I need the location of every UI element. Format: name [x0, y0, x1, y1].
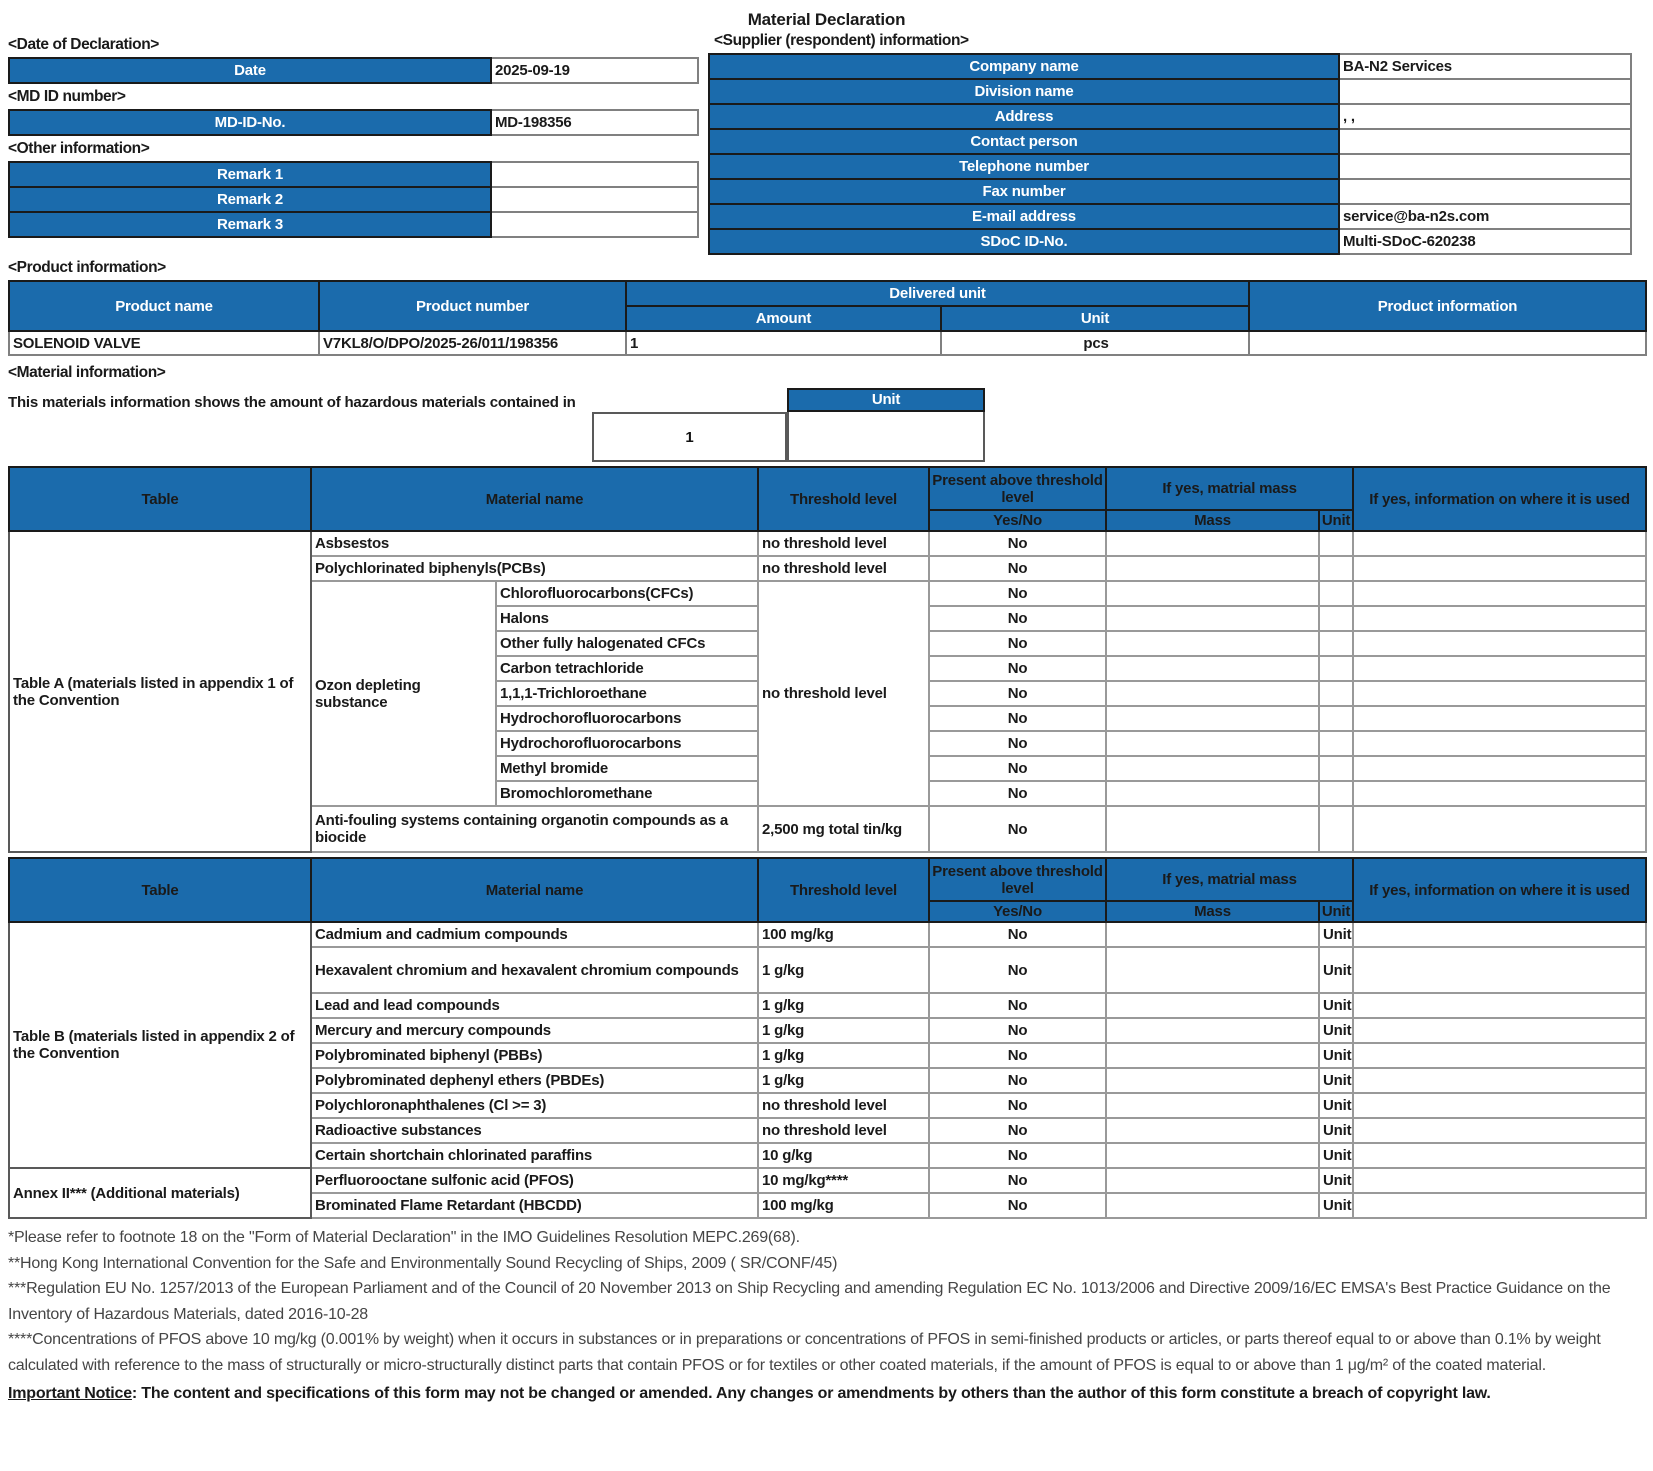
important-notice-label: Important Notice: [8, 1384, 132, 1402]
footnote-4: ****Concentrations of PFOS above 10 mg/kg (0.001% by weight) when it occurs in substances or in preparations or concentrations of PFOS in semi-finished products or articles, or parts thereof equal to or above than 0.1% by weight calculated with reference to the mass of structurally or micro-structurally distinct parts that contain PFOS or for textiles or other coated materials, if the amount of PFOS is equal to or above than 1 μg/m² of the coated material.: [8, 1331, 1601, 1374]
material-name-cell: Methyl bromide: [496, 756, 758, 781]
unit-cell: Unit: [1319, 1143, 1353, 1168]
table-row: [9, 281, 1646, 306]
material-name-cell: Polybrominated dephenyl ethers (PBDEs): [311, 1068, 758, 1093]
col-header-table: Table: [9, 858, 311, 922]
unit-cell: [1319, 631, 1353, 656]
material-info: [8, 388, 1645, 462]
yes-no-cell: No: [929, 922, 1106, 947]
where-used-cell: [1353, 947, 1646, 993]
col-header-if-yes-mass: If yes, matrial mass: [1106, 858, 1353, 901]
remark-3-label: Remark 3: [9, 212, 491, 237]
table-row: [9, 858, 1646, 901]
material-name-cell: Brominated Flame Retardant (HBCDD): [311, 1193, 758, 1218]
threshold-cell: 1 g/kg: [758, 1018, 929, 1043]
unit-cell: Unit: [1319, 1093, 1353, 1118]
material-name-cell: Chlorofluorocarbons(CFCs): [496, 581, 758, 606]
table-row: [709, 229, 1631, 254]
threshold-cell: 1 g/kg: [758, 1043, 929, 1068]
telephone-label: Telephone number: [709, 154, 1339, 179]
product-number-value: V7KL8/O/DPO/2025-26/011/198356: [319, 331, 626, 355]
where-used-cell: [1353, 706, 1646, 731]
yes-no-cell: No: [929, 1043, 1106, 1068]
mass-cell: [1106, 656, 1319, 681]
threshold-cell: no threshold level: [758, 1118, 929, 1143]
table-row: [9, 58, 698, 83]
threshold-cell: no threshold level: [758, 556, 929, 581]
unit-cell: Unit: [1319, 947, 1353, 993]
material-info-description: This materials information shows the amount of hazardous materials contained in: [8, 394, 576, 411]
material-name-cell: Polybrominated biphenyl (PBBs): [311, 1043, 758, 1068]
md-id-table: [8, 109, 699, 136]
col-header-material-name: Material name: [311, 467, 758, 531]
material-name-cell: Lead and lead compounds: [311, 993, 758, 1018]
where-used-cell: [1353, 581, 1646, 606]
table-row: [709, 79, 1631, 104]
mass-cell: [1106, 1193, 1319, 1218]
where-used-cell: [1353, 756, 1646, 781]
sdoc-id-label: SDoC ID-No.: [709, 229, 1339, 254]
unit-cell: Unit: [1319, 1168, 1353, 1193]
other-info-section-label: <Other information>: [8, 140, 150, 157]
material-info-unit-box: [787, 412, 985, 462]
table-a-label: Table A (materials listed in appendix 1 of the Convention: [9, 531, 311, 852]
table-row: [9, 110, 698, 135]
yes-no-cell: No: [929, 1168, 1106, 1193]
yes-no-cell: No: [929, 581, 1106, 606]
fax-value: [1339, 179, 1631, 204]
yes-no-cell: No: [929, 781, 1106, 806]
threshold-cell: 1 g/kg: [758, 947, 929, 993]
threshold-cell: no threshold level: [758, 1093, 929, 1118]
material-name-cell: 1,1,1-Trichloroethane: [496, 681, 758, 706]
mass-cell: [1106, 922, 1319, 947]
table-row: [9, 212, 698, 237]
material-group-cell: Ozon depleting substance: [311, 581, 496, 806]
footnote-3: ***Regulation EU No. 1257/2013 of the European Parliament and of the Council of 20 November 2013 on Ship Recycling and amending Regulation EC No. 1013/2006 and Directive 2009/16/EC EMSA's Best Practice Guidance on the Inventory of Hazardous Materials, dated 2016-10-28: [8, 1280, 1611, 1323]
material-name-cell: Anti-fouling systems containing organotin compounds as a biocide: [311, 806, 758, 852]
top-section: [8, 32, 1645, 255]
yes-no-cell: No: [929, 1118, 1106, 1143]
unit-cell: [1319, 806, 1353, 852]
product-table: [8, 280, 1647, 356]
threshold-cell: 1 g/kg: [758, 993, 929, 1018]
col-header-unit: Unit: [1319, 901, 1353, 922]
material-info-unit-header: Unit: [787, 388, 985, 412]
where-used-cell: [1353, 731, 1646, 756]
telephone-value: [1339, 154, 1631, 179]
unit-cell: Unit: [1319, 922, 1353, 947]
unit-cell: Unit: [1319, 1043, 1353, 1068]
col-header-unit: Unit: [1319, 510, 1353, 531]
mass-cell: [1106, 1018, 1319, 1043]
col-header-present: Present above threshold level: [929, 858, 1106, 901]
where-used-cell: [1353, 993, 1646, 1018]
unit-cell: [1319, 781, 1353, 806]
unit-cell: [1319, 556, 1353, 581]
delivered-unit-header: Delivered unit: [626, 281, 1249, 306]
where-used-cell: [1353, 556, 1646, 581]
declaration-meta-block: [8, 32, 708, 240]
where-used-cell: [1353, 781, 1646, 806]
table-row: [9, 467, 1646, 510]
material-info-unit-column: [787, 388, 985, 462]
unit-cell: [1319, 581, 1353, 606]
mass-cell: [1106, 1118, 1319, 1143]
col-header-material-name: Material name: [311, 858, 758, 922]
hazmat-table-b: [8, 857, 1647, 1219]
yes-no-cell: No: [929, 706, 1106, 731]
where-used-cell: [1353, 1118, 1646, 1143]
threshold-cell: no threshold level: [758, 531, 929, 556]
yes-no-cell: No: [929, 556, 1106, 581]
material-name-cell: Certain shortchain chlorinated paraffins: [311, 1143, 758, 1168]
where-used-cell: [1353, 1143, 1646, 1168]
material-name-cell: Hydrochorofluorocarbons: [496, 731, 758, 756]
table-row: [9, 331, 1646, 355]
col-header-threshold: Threshold level: [758, 858, 929, 922]
table-row: [709, 179, 1631, 204]
col-header-mass: Mass: [1106, 901, 1319, 922]
product-info-value: [1249, 331, 1646, 355]
yes-no-cell: No: [929, 656, 1106, 681]
mass-cell: [1106, 731, 1319, 756]
contact-person-label: Contact person: [709, 129, 1339, 154]
address-label: Address: [709, 104, 1339, 129]
company-name-value: BA-N2 Services: [1339, 54, 1631, 79]
unit-cell: [1319, 531, 1353, 556]
mass-cell: [1106, 631, 1319, 656]
email-label: E-mail address: [709, 204, 1339, 229]
unit-cell: Unit: [1319, 1118, 1353, 1143]
yes-no-cell: No: [929, 631, 1106, 656]
yes-no-cell: No: [929, 756, 1106, 781]
yes-no-cell: No: [929, 531, 1106, 556]
material-name-cell: Radioactive substances: [311, 1118, 758, 1143]
threshold-cell: 100 mg/kg: [758, 922, 929, 947]
company-name-label: Company name: [709, 54, 1339, 79]
table-row: [9, 531, 1646, 556]
mass-cell: [1106, 947, 1319, 993]
threshold-cell: 10 mg/kg****: [758, 1168, 929, 1193]
table-row: [709, 204, 1631, 229]
col-header-if-yes-info: If yes, information on where it is used: [1353, 858, 1646, 922]
remark-1-value: [491, 162, 698, 187]
col-header-threshold: Threshold level: [758, 467, 929, 531]
material-name-cell: Other fully halogenated CFCs: [496, 631, 758, 656]
division-name-label: Division name: [709, 79, 1339, 104]
email-value: service@ba-n2s.com: [1339, 204, 1631, 229]
material-name-cell: Hydrochorofluorocarbons: [496, 706, 758, 731]
mass-cell: [1106, 556, 1319, 581]
mass-cell: [1106, 756, 1319, 781]
col-header-present: Present above threshold level: [929, 467, 1106, 510]
where-used-cell: [1353, 806, 1646, 852]
table-row: [709, 54, 1631, 79]
product-number-header: Product number: [319, 281, 626, 331]
sdoc-id-value: Multi-SDoC-620238: [1339, 229, 1631, 254]
amount-value: 1: [626, 331, 941, 355]
product-name-header: Product name: [9, 281, 319, 331]
mass-cell: [1106, 681, 1319, 706]
unit-cell: Unit: [1319, 993, 1353, 1018]
mass-cell: [1106, 531, 1319, 556]
threshold-cell: 10 g/kg: [758, 1143, 929, 1168]
amount-header: Amount: [626, 306, 941, 331]
mass-cell: [1106, 1168, 1319, 1193]
table-row: [709, 104, 1631, 129]
supplier-section-label: <Supplier (respondent) information>: [714, 32, 969, 49]
supplier-table: [708, 53, 1632, 255]
col-header-if-yes-mass: If yes, matrial mass: [1106, 467, 1353, 510]
footnote-1: *Please refer to footnote 18 on the "Form of Material Declaration" in the IMO Guidelines Resolution MEPC.269(68).: [8, 1229, 800, 1246]
md-id-label: MD-ID-No.: [9, 110, 491, 135]
address-value: , ,: [1339, 104, 1631, 129]
where-used-cell: [1353, 922, 1646, 947]
division-name-value: [1339, 79, 1631, 104]
mass-cell: [1106, 706, 1319, 731]
mass-cell: [1106, 1093, 1319, 1118]
where-used-cell: [1353, 656, 1646, 681]
unit-cell: [1319, 681, 1353, 706]
yes-no-cell: No: [929, 731, 1106, 756]
date-value: 2025-09-19: [491, 58, 698, 83]
product-section-label: <Product information>: [8, 259, 166, 276]
where-used-cell: [1353, 606, 1646, 631]
material-name-cell: Asbsestos: [311, 531, 758, 556]
fax-label: Fax number: [709, 179, 1339, 204]
where-used-cell: [1353, 531, 1646, 556]
material-name-cell: Carbon tetrachloride: [496, 656, 758, 681]
product-name-value: SOLENOID VALVE: [9, 331, 319, 355]
col-header-yes-no: Yes/No: [929, 901, 1106, 922]
form-title: Material Declaration: [747, 10, 906, 29]
hazmat-table-a: [8, 466, 1647, 853]
footnotes: [8, 1225, 1645, 1379]
table-b-label: Table B (materials listed in appendix 2 of the Convention: [9, 922, 311, 1168]
unit-cell: Unit: [1319, 1068, 1353, 1093]
yes-no-cell: No: [929, 806, 1106, 852]
mass-cell: [1106, 806, 1319, 852]
unit-cell: [1319, 756, 1353, 781]
col-header-mass: Mass: [1106, 510, 1319, 531]
material-info-amount-box: 1: [592, 412, 787, 462]
where-used-cell: [1353, 631, 1646, 656]
remark-2-value: [491, 187, 698, 212]
yes-no-cell: No: [929, 1193, 1106, 1218]
unit-cell: [1319, 606, 1353, 631]
important-notice: [8, 1381, 1645, 1407]
mass-cell: [1106, 606, 1319, 631]
date-label: Date: [9, 58, 491, 83]
unit-cell: Unit: [1319, 1018, 1353, 1043]
mass-cell: [1106, 781, 1319, 806]
table-row: [709, 154, 1631, 179]
material-name-cell: Polychloronaphthalenes (Cl >= 3): [311, 1093, 758, 1118]
table-row: [9, 187, 698, 212]
unit-cell: [1319, 731, 1353, 756]
where-used-cell: [1353, 1068, 1646, 1093]
material-name-cell: Perfluorooctane sulfonic acid (PFOS): [311, 1168, 758, 1193]
footnote-2: **Hong Kong International Convention for the Safe and Environmentally Sound Recycling of Ships, 2009 ( SR/CONF/45): [8, 1254, 838, 1272]
yes-no-cell: No: [929, 681, 1106, 706]
date-table: [8, 57, 699, 84]
col-header-yes-no: Yes/No: [929, 510, 1106, 531]
yes-no-cell: No: [929, 1018, 1106, 1043]
contact-person-value: [1339, 129, 1631, 154]
table-row: [709, 129, 1631, 154]
mass-cell: [1106, 993, 1319, 1018]
threshold-cell: 1 g/kg: [758, 1068, 929, 1093]
material-name-cell: Polychlorinated biphenyls(PCBs): [311, 556, 758, 581]
where-used-cell: [1353, 681, 1646, 706]
yes-no-cell: No: [929, 606, 1106, 631]
remark-3-value: [491, 212, 698, 237]
remark-2-label: Remark 2: [9, 187, 491, 212]
date-section-label: <Date of Declaration>: [8, 36, 159, 53]
yes-no-cell: No: [929, 1093, 1106, 1118]
md-id-value: MD-198356: [491, 110, 698, 135]
yes-no-cell: No: [929, 947, 1106, 993]
threshold-cell: no threshold level: [758, 581, 929, 806]
where-used-cell: [1353, 1093, 1646, 1118]
unit-cell: [1319, 656, 1353, 681]
material-name-cell: Halons: [496, 606, 758, 631]
table-row: [9, 922, 1646, 947]
mass-cell: [1106, 1043, 1319, 1068]
remarks-table: [8, 161, 699, 238]
unit-cell: [1319, 706, 1353, 731]
col-header-if-yes-info: If yes, information on where it is used: [1353, 467, 1646, 531]
table-row: [9, 1168, 1646, 1193]
md-id-section-label: <MD ID number>: [8, 88, 126, 105]
material-name-cell: Cadmium and cadmium compounds: [311, 922, 758, 947]
where-used-cell: [1353, 1043, 1646, 1068]
unit-cell: Unit: [1319, 1193, 1353, 1218]
unit-header: Unit: [941, 306, 1249, 331]
where-used-cell: [1353, 1168, 1646, 1193]
unit-value: pcs: [941, 331, 1249, 355]
table-row: [9, 162, 698, 187]
col-header-table: Table: [9, 467, 311, 531]
material-name-cell: Mercury and mercury compounds: [311, 1018, 758, 1043]
annex-label: Annex II*** (Additional materials): [9, 1168, 311, 1218]
where-used-cell: [1353, 1193, 1646, 1218]
yes-no-cell: No: [929, 1143, 1106, 1168]
threshold-cell: 2,500 mg total tin/kg: [758, 806, 929, 852]
where-used-cell: [1353, 1018, 1646, 1043]
mass-cell: [1106, 581, 1319, 606]
supplier-block: [708, 32, 1645, 255]
mass-cell: [1106, 1068, 1319, 1093]
important-notice-text: : The content and specifications of this form may not be changed or amended. Any changes or amendments by others than the author of this form constitute a breach of copyright law.: [131, 1384, 1491, 1402]
remark-1-label: Remark 1: [9, 162, 491, 187]
yes-no-cell: No: [929, 993, 1106, 1018]
mass-cell: [1106, 1143, 1319, 1168]
threshold-cell: 100 mg/kg: [758, 1193, 929, 1218]
material-name-cell: Bromochloromethane: [496, 781, 758, 806]
material-section-label: <Material information>: [8, 364, 166, 381]
yes-no-cell: No: [929, 1068, 1106, 1093]
product-info-header: Product information: [1249, 281, 1646, 331]
material-name-cell: Hexavalent chromium and hexavalent chromium compounds: [311, 947, 758, 993]
